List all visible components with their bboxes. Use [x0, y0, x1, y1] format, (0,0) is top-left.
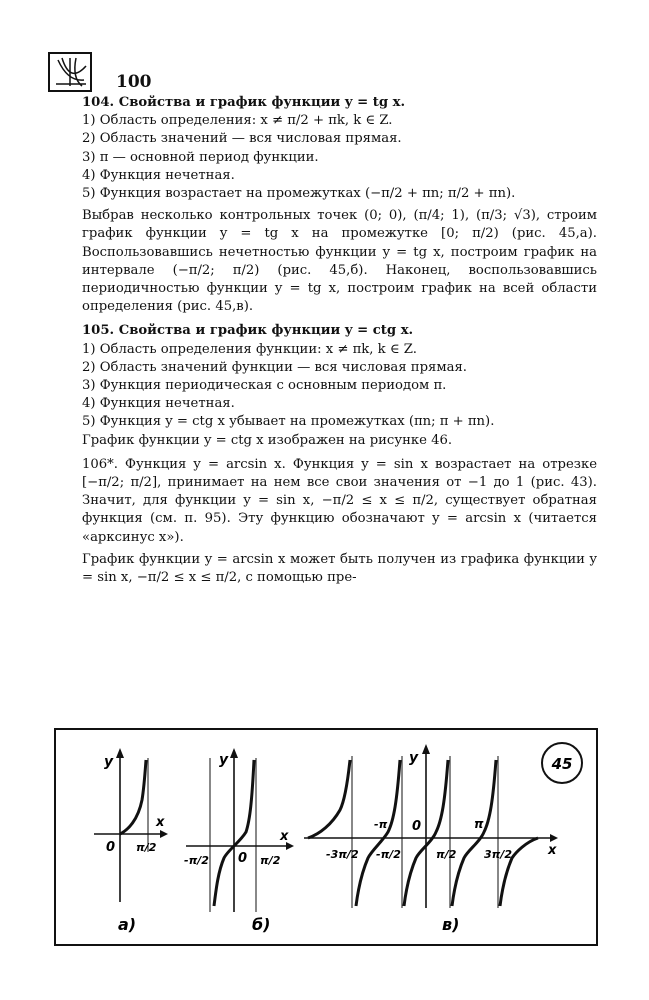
- svg-text:3π/2: 3π/2: [484, 848, 513, 861]
- tan-branch-a: [120, 760, 146, 834]
- svg-text:-π: -π: [374, 818, 388, 831]
- text-line: 1) Область определения: x ≠ π/2 + πk, k ∈ Z.: [82, 113, 393, 129]
- svg-text:-3π/2: -3π/2: [326, 848, 359, 861]
- svg-text:0: 0: [106, 840, 116, 855]
- text-line: 1) Область определения функции: x ≠ πk, k ∈ Z.: [82, 341, 417, 357]
- text-line: Выбрав несколько контрольных точек (0; 0), (π/4; 1), (π/3; √3), строим график функции y = tg x на промежутке [0; π/2) (рис. 45,а). Воспользовавшись нечетностью функции y = tg x, построим график на интервале (−π/2; π/2) (рис. 45,б). Наконец, воспользовавшись периодичностью функции y = tg x, построим график на всей области определения (рис. 45,в).: [82, 208, 597, 315]
- svg-text:y: y: [104, 754, 114, 770]
- svg-text:π/2: π/2: [436, 848, 457, 861]
- svg-text:y: y: [409, 750, 419, 766]
- svg-text:x: x: [280, 829, 289, 844]
- subfigure-b-label: б): [252, 915, 271, 934]
- main-text: [82, 94, 597, 587]
- figure-graphs: [56, 730, 596, 944]
- graph-logo-icon: [48, 52, 92, 92]
- tan-branch-c1: [308, 760, 350, 838]
- svg-text:-π/2: -π/2: [184, 854, 209, 867]
- text-line: 2) Область значений функции — вся числовая прямая.: [82, 359, 467, 375]
- svg-text:-π/2: -π/2: [376, 848, 401, 861]
- text-line: 3) Функция периодическая с основным периодом π.: [82, 378, 447, 394]
- figure-number: 45: [551, 755, 573, 773]
- svg-text:0: 0: [412, 819, 422, 834]
- text-line: 4) Функция нечетная.: [82, 396, 235, 412]
- text-line: 104. Свойства и график функции y = tg x.: [82, 95, 406, 110]
- text-line: 105. Свойства и график функции y = ctg x.: [82, 323, 414, 339]
- text-line: 4) Функция нечетная.: [82, 167, 235, 183]
- text-line: 106*. Функция y = arcsin x. Функция y = sin x возрастает на отрезке [−π/2; π/2], принимает на нем все свои значения от −1 до 1 (рис. 43). Значит, для функции y = sin x, −π/2 ≤ x ≤ π/2, существует обратная функция (см. п. 95). Эту функцию обозначают y = arcsin x (читается «арксинус x»).: [82, 456, 597, 545]
- graph-c: [304, 744, 558, 934]
- svg-text:0: 0: [238, 851, 248, 866]
- figure-45: [54, 728, 598, 946]
- svg-text:y: y: [219, 752, 229, 768]
- text-line: График функции y = ctg x изображен на рисунке 46.: [82, 432, 453, 448]
- svg-text:π/2: π/2: [136, 841, 157, 854]
- tan-branch-c4: [452, 760, 496, 906]
- tan-branch-c2: [356, 760, 400, 906]
- text-line: 2) Область значений — вся числовая прямая.: [82, 131, 402, 147]
- graph-a: [94, 748, 168, 934]
- svg-text:x: x: [156, 815, 165, 830]
- svg-text:x: x: [548, 843, 557, 858]
- subfigure-c-label: в): [442, 915, 460, 934]
- subfigure-a-label: а): [118, 915, 137, 934]
- svg-text:π/2: π/2: [260, 854, 281, 867]
- text-line: 5) Функция y = ctg x убывает на промежутках (πn; π + πn).: [82, 414, 495, 430]
- svg-text:π: π: [474, 817, 484, 831]
- text-line: 3) π — основной период функции.: [82, 149, 319, 165]
- graph-b: [184, 748, 294, 934]
- text-line: График функции y = arcsin x может быть получен из графика функции y = sin x, −π/2 ≤ x ≤ π/2, с помощью пре-: [82, 551, 597, 586]
- page-number: 100: [116, 72, 152, 92]
- text-line: 5) Функция возрастает на промежутках (−π/2 + πn; π/2 + πn).: [82, 186, 516, 202]
